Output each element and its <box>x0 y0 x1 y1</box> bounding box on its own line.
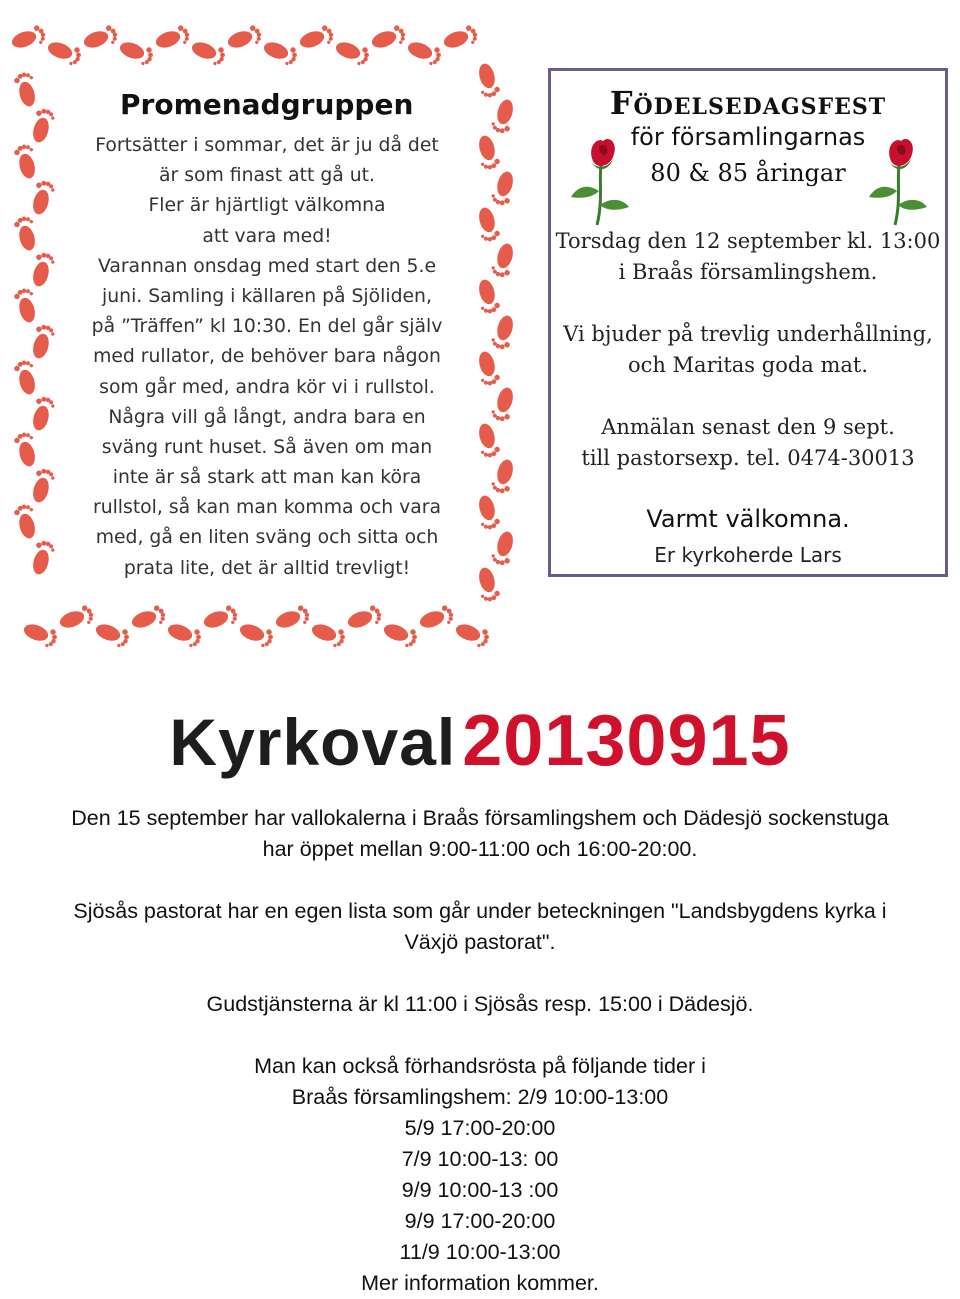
fest-line: i Braås församlingshem. <box>618 260 878 284</box>
kyrkoval-line: Sjösås pastorat har en egen lista som går under beteckningen "Landsbygdens kyrka i <box>73 899 887 923</box>
footprint-icon <box>165 620 204 650</box>
footprint-icon <box>21 620 60 650</box>
promenad-line: Varannan onsdag med start den 5.e <box>97 255 437 277</box>
logo-date: 20130915 <box>462 701 791 781</box>
footprint-icon <box>474 133 501 171</box>
footprint-icon <box>93 620 132 650</box>
footprint-icon <box>474 349 501 387</box>
footprint-icon <box>13 359 40 397</box>
promenad-line: med rullator, de behöver bara någon <box>93 346 441 368</box>
promenad-line: Några vill gå långt, andra bara en <box>108 406 426 428</box>
promenad-line: Fler är hjärtligt välkomna <box>148 195 386 217</box>
kyrkoval-line: 5/9 17:00-20:00 <box>404 1116 556 1140</box>
footprint-icon <box>474 565 501 603</box>
fest-line: Torsdag den 12 september kl. 13:00 <box>555 229 941 253</box>
fest-line: Vi bjuder på trevlig underhållning, <box>563 322 933 346</box>
kyrkoval-line: 7/9 10:00-13: 00 <box>401 1147 559 1171</box>
footprint-icon <box>29 323 56 361</box>
footprint-icon <box>381 620 420 650</box>
footprint-icon <box>117 38 156 68</box>
footprint-icon <box>333 38 372 68</box>
footprint-icon <box>45 38 84 68</box>
promenadgruppen-section <box>0 0 530 665</box>
footprint-icon <box>189 38 228 68</box>
footprint-icon <box>29 467 56 505</box>
paragraph-gap <box>20 1020 940 1051</box>
promenad-line: på ”Träffen” kl 10:30. En del går själv <box>91 316 443 338</box>
promenad-line: juni. Samling i källaren på Sjöliden, <box>102 285 432 307</box>
kyrkoval-line: Växjö pastorat". <box>404 930 556 954</box>
promenad-line: inte är så stark att man kan köra <box>112 467 422 489</box>
footprint-icon <box>273 604 312 634</box>
footprint-icon <box>13 431 40 469</box>
logo-word: Kyrkoval <box>169 705 457 779</box>
footprint-icon <box>474 277 501 315</box>
promenad-title: Promenadgruppen <box>120 88 414 121</box>
rose-icon <box>861 131 937 227</box>
kyrkoval-line: 9/9 17:00-20:00 <box>404 1209 556 1233</box>
fodelsedagsfest-box <box>548 68 948 577</box>
footprint-icon <box>201 604 240 634</box>
footprint-icon <box>417 604 456 634</box>
footprint-icon <box>9 24 48 54</box>
fest-line: och Maritas goda mat. <box>627 353 869 377</box>
footprint-icon <box>129 604 168 634</box>
footprint-icon <box>490 97 517 135</box>
footprint-icon <box>441 24 480 54</box>
footprint-icon <box>13 503 40 541</box>
footprint-icon <box>29 107 56 145</box>
promenad-line: att vara med! <box>202 225 332 247</box>
fest-line: Anmälan senast den 9 sept. <box>601 415 895 439</box>
fest-welcome: Varmt välkomna. <box>646 505 850 533</box>
footprint-icon <box>29 539 56 577</box>
kyrkoval-line: Mer information kommer. <box>361 1271 599 1295</box>
footprint-icon <box>490 457 517 495</box>
footprint-icon <box>490 385 517 423</box>
fest-title: Födelsedagsfest <box>609 84 887 122</box>
footprint-icon <box>474 61 501 99</box>
kyrkoval-text <box>20 803 940 1299</box>
fest-line: till pastorsexp. tel. 0474-30013 <box>581 446 915 470</box>
fest-subtitle-ages: 80 & 85 åringar <box>650 159 846 187</box>
paragraph-gap <box>20 865 940 896</box>
footprint-icon <box>309 620 348 650</box>
footprint-icon <box>13 71 40 109</box>
kyrkoval-line: Man kan också förhandsrösta på följande tider i <box>254 1054 706 1078</box>
footprint-icon <box>490 529 517 567</box>
footprint-icon <box>261 38 300 68</box>
kyrkoval-line: har öppet mellan 9:00-11:00 och 16:00-20:00. <box>262 837 698 861</box>
kyrkoval-line: 9/9 10:00-13 :00 <box>401 1178 559 1202</box>
footprint-icon <box>490 313 517 351</box>
footprint-icon <box>13 287 40 325</box>
footprint-icon <box>57 604 96 634</box>
footprint-icon <box>474 493 501 531</box>
fest-subtitle: för församlingarnas <box>630 123 866 151</box>
kyrkoval-line: Den 15 september har vallokalerna i Braås församlingshem och Dädesjö sockenstuga <box>71 806 889 830</box>
footprint-icon <box>369 24 408 54</box>
footprint-icon <box>297 24 336 54</box>
kyrkoval-line: Gudstjänsterna är kl 11:00 i Sjösås resp. 15:00 i Dädesjö. <box>206 992 754 1016</box>
promenad-line: sväng runt huset. Så även om man <box>101 436 433 458</box>
promenad-line: prata lite, det är alltid trevligt! <box>123 557 411 579</box>
promenad-line: rullstol, så kan man komma och vara <box>92 497 442 519</box>
promenad-text <box>62 131 472 584</box>
footprint-icon <box>81 24 120 54</box>
paragraph-gap <box>20 958 940 989</box>
footprint-icon <box>453 620 492 650</box>
kyrkoval-line: 11/9 10:00-13:00 <box>399 1240 561 1264</box>
footprint-icon <box>13 143 40 181</box>
footprint-icon <box>13 215 40 253</box>
promenad-line: är som finast att gå ut. <box>159 165 375 187</box>
footprint-icon <box>225 24 264 54</box>
kyrkoval-logo <box>0 700 960 782</box>
footprint-icon <box>490 241 517 279</box>
footprint-icon <box>474 421 501 459</box>
fest-signature: Er kyrkoherde Lars <box>654 543 842 567</box>
footprint-icon <box>237 620 276 650</box>
footprint-icon <box>153 24 192 54</box>
footprint-icon <box>405 38 444 68</box>
footprint-icon <box>29 251 56 289</box>
promenad-line: som går med, andra kör vi i rullstol. <box>99 376 435 398</box>
footprint-icon <box>474 205 501 243</box>
rose-icon <box>563 131 639 227</box>
kyrkoval-line: Braås församlingshem: 2/9 10:00-13:00 <box>291 1085 669 1109</box>
footprint-icon <box>345 604 384 634</box>
promenad-line: Fortsätter i sommar, det är ju då det <box>95 135 439 156</box>
footprint-icon <box>29 395 56 433</box>
footprint-icon <box>490 169 517 207</box>
promenad-line: med, gå en liten sväng och sitta och <box>95 527 439 549</box>
footprint-icon <box>29 179 56 217</box>
